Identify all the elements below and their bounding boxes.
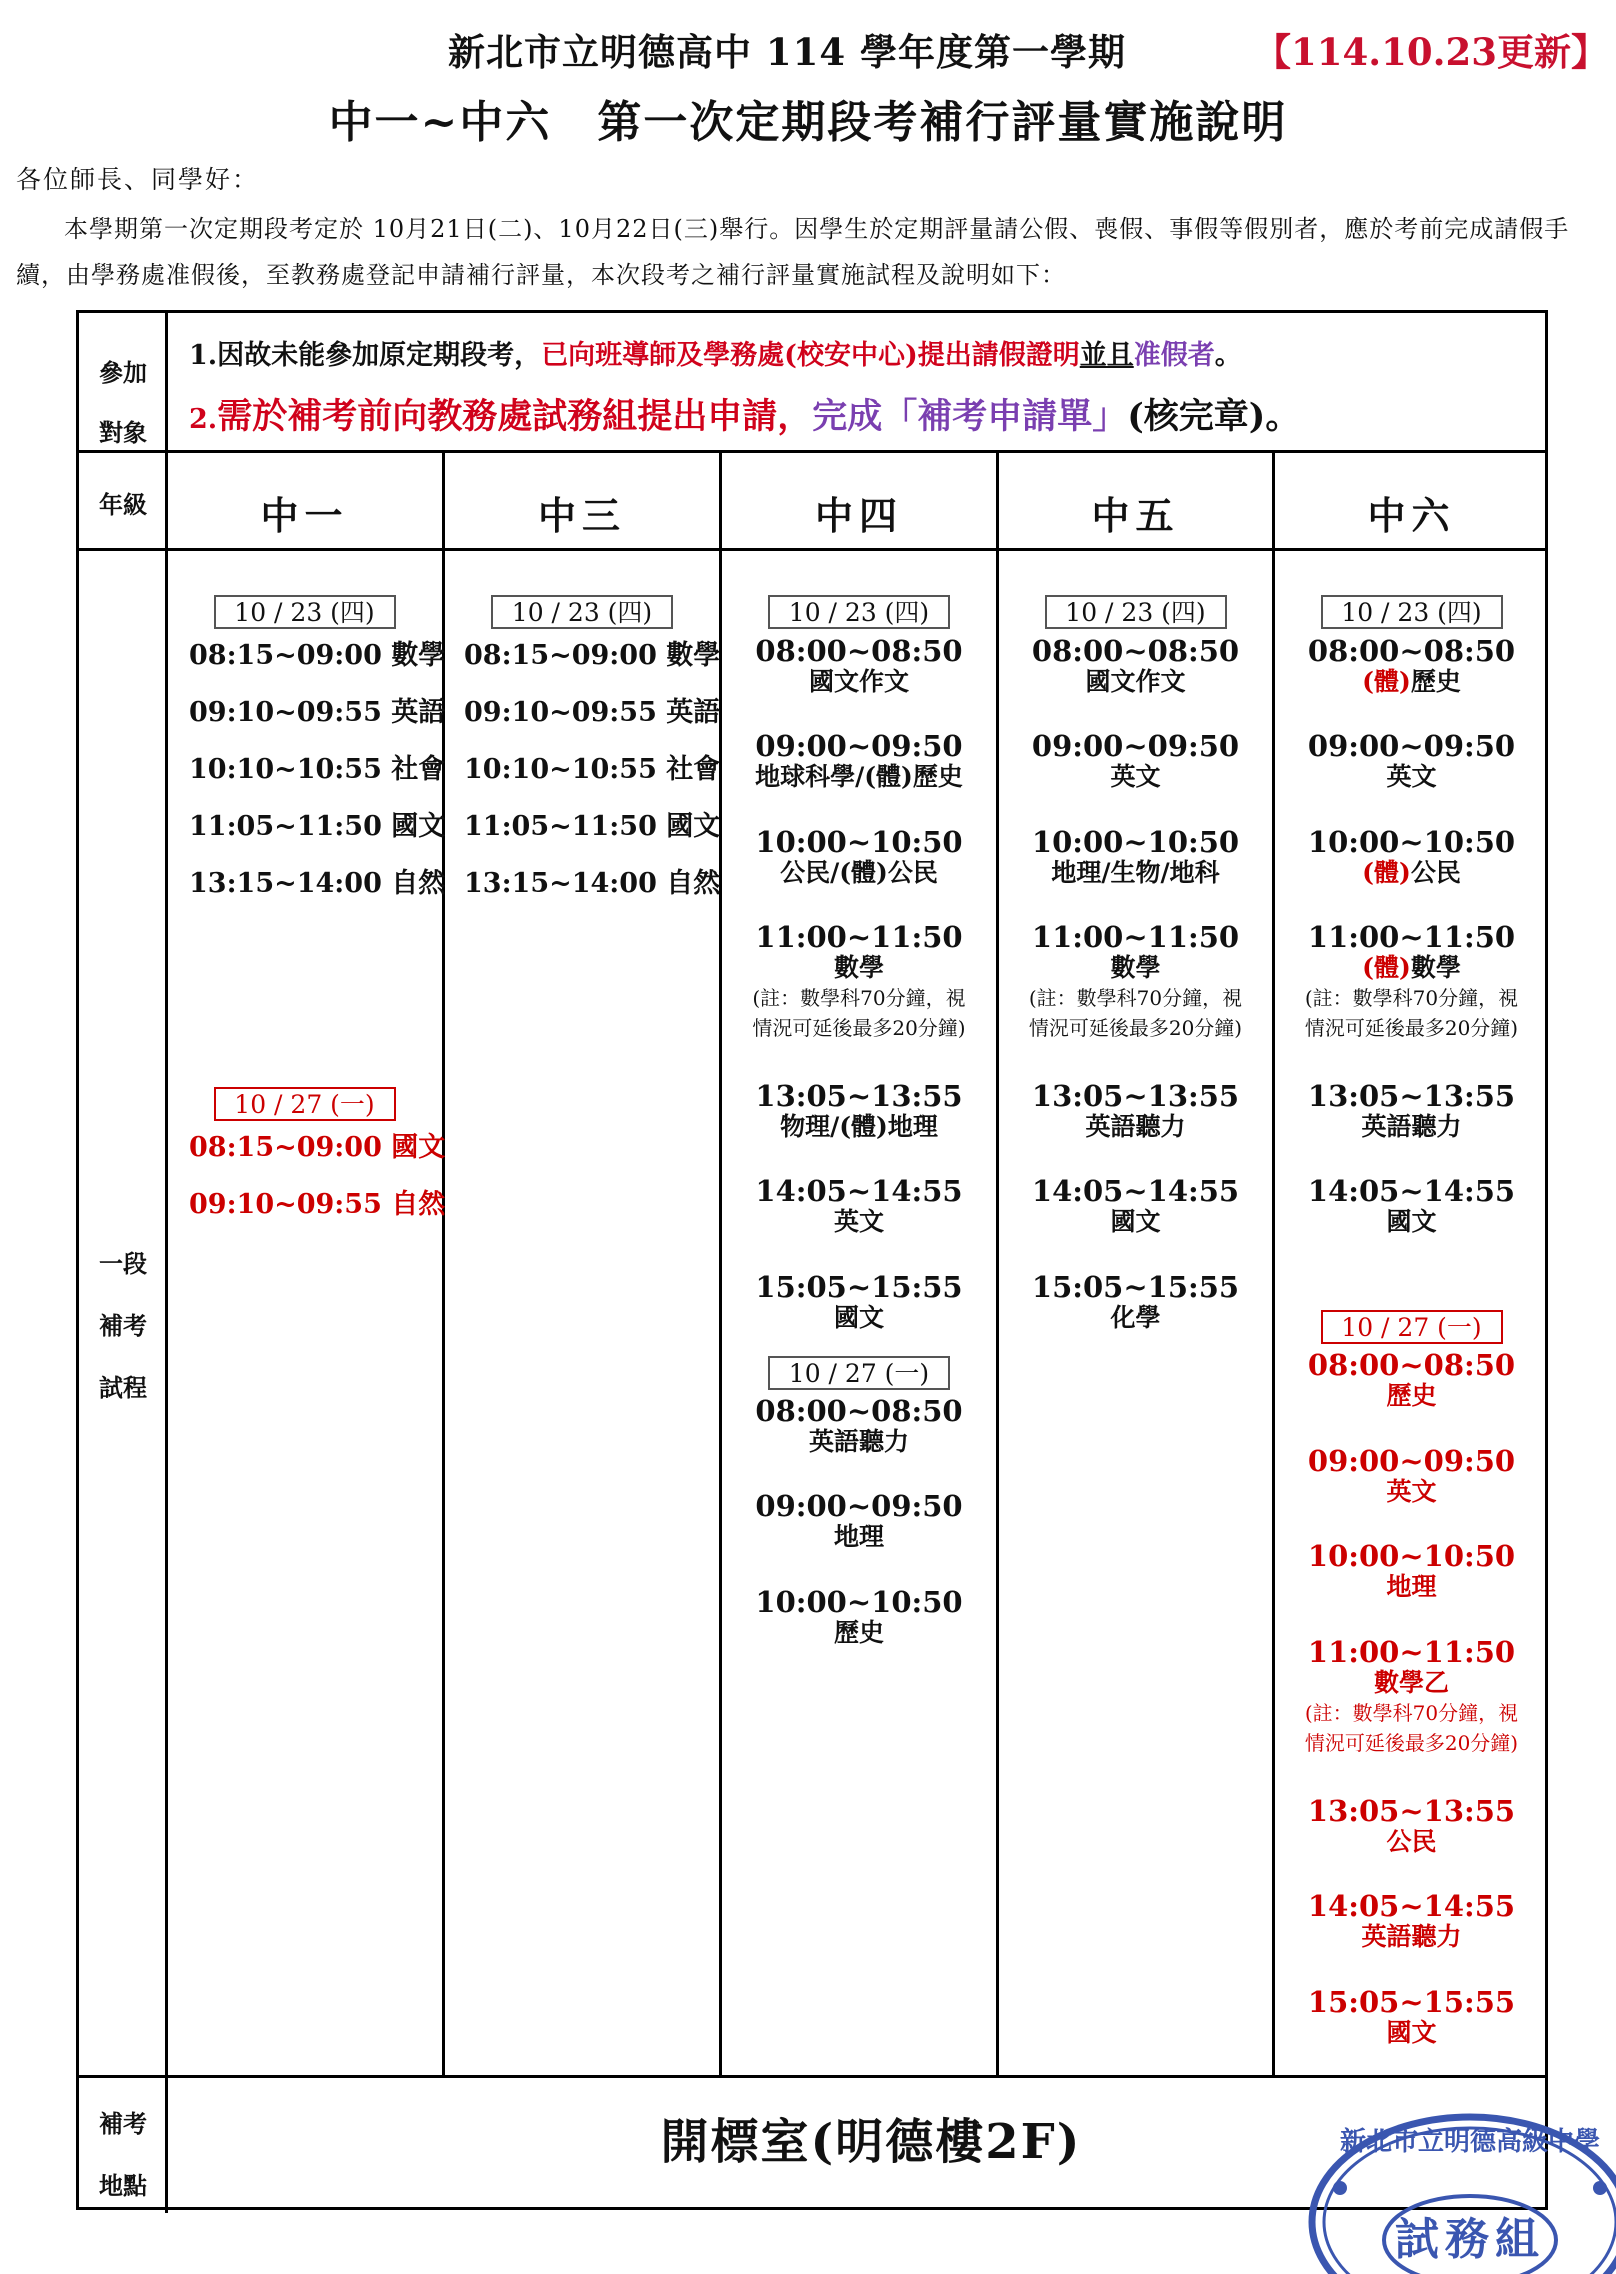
document-subtitle: 中一~中六 第一次定期段考補行評量實施說明	[328, 97, 1288, 148]
svg-text:試務組: 試務組	[1395, 2214, 1545, 2265]
schedule-item	[999, 826, 1272, 888]
math-note: (註：數學科70分鐘，視	[1304, 986, 1519, 1010]
svg-text:新北市立明德高級中學: 新北市立明德高級中學	[1339, 2127, 1601, 2157]
greeting: 各位師長、同學好：	[16, 165, 260, 194]
subject: 英文	[833, 1207, 884, 1236]
track-tag: (體)	[1362, 953, 1411, 982]
time: 09:00~09:50	[755, 1489, 963, 1523]
schedule-item	[189, 633, 445, 672]
subject: 地理	[1386, 1572, 1437, 1601]
req2-num: 2.	[189, 404, 218, 435]
subject: 地理	[833, 1522, 884, 1551]
schedule-item	[464, 804, 720, 843]
schedule-item	[464, 690, 720, 729]
schedule-item	[722, 1080, 996, 1142]
subject: 國文	[391, 1132, 446, 1163]
time: 10:10~10:55	[189, 754, 382, 785]
schedule-item	[464, 633, 720, 672]
time: 10:00~10:50	[1307, 1539, 1516, 1573]
time: 09:10~09:55	[189, 1189, 382, 1220]
subject: 公民/(體)公民	[780, 858, 938, 887]
subject: 國文作文	[808, 667, 909, 696]
schedule-item	[189, 804, 445, 843]
table-divider	[79, 450, 1545, 453]
subject: 英語聽力	[1361, 1112, 1462, 1141]
time: 15:05~15:55	[1307, 1985, 1516, 2019]
time: 10:10~10:55	[464, 754, 657, 785]
schedule-item	[189, 861, 445, 900]
math-note: (註：數學科70分鐘，視	[1304, 1701, 1519, 1725]
date-box: 10 / 23 (四)	[768, 595, 950, 629]
time: 11:05~11:50	[464, 811, 657, 842]
label-line: 地點	[99, 2171, 147, 2200]
grade3-schedule	[445, 583, 719, 2063]
schedule-item	[722, 635, 996, 697]
req1-prefix: 1.因故未能參加原定期段考，	[189, 340, 542, 371]
grade1-schedule	[167, 583, 446, 2063]
time: 10:00~10:50	[1031, 825, 1240, 859]
time: 11:00~11:50	[1307, 920, 1516, 954]
req2-suffix: (核完章)。	[1127, 396, 1301, 437]
time: 08:15~09:00	[189, 1132, 382, 1163]
schedule-item	[189, 690, 445, 729]
subject: 社會	[666, 754, 721, 785]
time: 09:00~09:50	[1307, 729, 1516, 763]
requirement-2	[189, 389, 1300, 439]
time: 08:15~09:00	[189, 640, 382, 671]
time: 11:00~11:50	[1031, 920, 1240, 954]
schedule-item	[999, 1271, 1272, 1333]
math-note: 情況可延後最多20分鐘)	[1028, 1016, 1243, 1040]
subject: 數學	[833, 953, 884, 982]
time: 08:00~08:50	[1307, 634, 1516, 668]
subject: 歷史	[1386, 1381, 1437, 1410]
schedule-item	[1275, 1540, 1548, 1602]
label-line: 補考	[99, 2109, 147, 2138]
label-line: 一段	[99, 1249, 147, 1278]
subject: 國文作文	[1085, 667, 1186, 696]
time: 14:05~14:55	[1307, 1174, 1516, 1208]
subject: 國文	[1386, 1207, 1437, 1236]
time: 13:15~14:00	[464, 868, 657, 899]
subject: 英文	[1386, 762, 1437, 791]
date-box: 10 / 27 (一)	[768, 1356, 950, 1390]
subject: 英語聽力	[808, 1427, 909, 1456]
schedule-item	[1275, 1080, 1548, 1142]
schedule-item	[722, 1175, 996, 1237]
subject: 國文	[391, 811, 446, 842]
subject: 歷史	[833, 1618, 884, 1647]
time: 09:10~09:55	[464, 697, 657, 728]
schedule-item	[722, 730, 996, 792]
req2-red: 需於補考前向教務處試務組提出申請，	[217, 396, 813, 437]
subject: 英語聽力	[1361, 1922, 1462, 1951]
schedule-item	[189, 1182, 445, 1221]
schedule-item	[1275, 730, 1548, 792]
subject: 地球科學/(體)歷史	[755, 762, 963, 791]
subject: 數學	[391, 640, 446, 671]
schedule-item	[722, 1395, 996, 1457]
subject: 公民	[1386, 1827, 1437, 1856]
time: 09:00~09:50	[1307, 1444, 1516, 1478]
date-box: 10 / 23 (四)	[491, 595, 673, 629]
schedule-item	[999, 921, 1272, 1043]
intro-paragraph: 本學期第一次定期段考定於 10月21日(二)、10月22日(三)舉行。因學生於定期評量請公假、喪假、事假等假別者，應於考前完成請假手續，由學務處准假後，至教務處登記申請補行評量，本次段考之補行評量實施試程及說明如下：	[16, 215, 1570, 289]
table-divider	[79, 548, 1545, 551]
subject: 國文	[666, 811, 721, 842]
time: 08:15~09:00	[464, 640, 657, 671]
subject: 化學	[1110, 1303, 1161, 1332]
schedule-item	[1275, 635, 1548, 697]
schedule-item	[189, 747, 445, 786]
subject: 英語	[666, 697, 721, 728]
requirement-1	[189, 333, 1242, 372]
subject: 公民	[1410, 858, 1461, 887]
label-line: 補考	[99, 1311, 147, 1340]
time: 13:05~13:55	[1307, 1794, 1516, 1828]
time: 09:00~09:50	[1031, 729, 1240, 763]
schedule-item	[999, 1080, 1272, 1142]
subject: 自然	[391, 868, 446, 899]
schedule-item	[1275, 1636, 1548, 1758]
exam-location: 開標室(明德樓2F)	[660, 2114, 1082, 2170]
seal-icon	[1300, 2104, 1616, 2274]
subject: 物理/(體)地理	[780, 1112, 938, 1141]
time: 08:00~08:50	[1031, 634, 1240, 668]
schedule-item	[999, 635, 1272, 697]
time: 13:05~13:55	[1031, 1079, 1240, 1113]
date-box: 10 / 27 (一)	[1321, 1310, 1503, 1344]
math-note: 情況可延後最多20分鐘)	[1304, 1731, 1519, 1755]
subject: 數學	[1410, 953, 1461, 982]
schedule-item	[999, 1175, 1272, 1237]
math-note: 情況可延後最多20分鐘)	[752, 1016, 966, 1040]
schedule-item	[1275, 1890, 1548, 1952]
time: 11:00~11:50	[755, 920, 963, 954]
time: 10:00~10:50	[755, 1585, 963, 1619]
subject: 自然	[391, 1189, 446, 1220]
subject: 自然	[666, 868, 721, 899]
track-tag: (體)	[1362, 667, 1411, 696]
time: 09:00~09:50	[755, 729, 963, 763]
req1-purple: 准假者	[1133, 340, 1215, 371]
grade-header: 中一	[260, 493, 349, 538]
subject: 數學	[1110, 953, 1161, 982]
time: 11:05~11:50	[189, 811, 382, 842]
date-box: 10 / 27 (一)	[214, 1087, 396, 1121]
track-tag: (體)	[1362, 858, 1411, 887]
table-divider	[79, 2075, 1545, 2078]
req1-red: 已向班導師及學務處(校安中心)提出請假證明	[541, 340, 1080, 371]
grade-header: 中五	[1091, 493, 1180, 538]
subject: 國文	[1110, 1207, 1161, 1236]
subject: 國文	[833, 1303, 884, 1332]
time: 08:00~08:50	[755, 1394, 963, 1428]
exam-schedule-table	[76, 310, 1548, 2210]
schedule-item	[1275, 1795, 1548, 1857]
req2-purple: 完成「補考申請單」	[812, 396, 1128, 437]
label-line: 參加	[99, 358, 147, 387]
grade6-schedule	[1275, 583, 1548, 2063]
subject: 地理/生物/地科	[1051, 858, 1220, 887]
time: 10:00~10:50	[755, 825, 963, 859]
time: 08:00~08:50	[755, 634, 963, 668]
schedule-item	[722, 921, 996, 1043]
subject: 歷史	[1410, 667, 1461, 696]
subject: 國文	[1386, 2018, 1437, 2047]
time: 10:00~10:50	[1307, 825, 1516, 859]
schedule-item	[722, 1586, 996, 1648]
subject: 英語	[391, 697, 446, 728]
time: 14:05~14:55	[755, 1174, 963, 1208]
time: 08:00~08:50	[1307, 1348, 1516, 1382]
grade-label: 年級	[99, 490, 147, 519]
label-line: 試程	[99, 1373, 147, 1402]
grade-header: 中六	[1367, 493, 1456, 538]
grade-header: 中三	[537, 493, 626, 538]
eligibility-label	[79, 343, 167, 463]
time: 11:00~11:50	[1307, 1635, 1516, 1669]
grade5-schedule	[999, 583, 1272, 2063]
schedule-item	[1275, 1445, 1548, 1507]
grade-header: 中四	[814, 493, 903, 538]
math-note: (註：數學科70分鐘，視	[752, 986, 966, 1010]
schedule-item	[189, 1125, 445, 1164]
time: 13:05~13:55	[1307, 1079, 1516, 1113]
time: 13:05~13:55	[755, 1079, 963, 1113]
time: 15:05~15:55	[755, 1270, 963, 1304]
place-label	[79, 2093, 167, 2217]
schedule-item	[722, 1490, 996, 1552]
date-box: 10 / 23 (四)	[214, 595, 396, 629]
schedule-item	[1275, 1175, 1548, 1237]
date-box: 10 / 23 (四)	[1045, 595, 1227, 629]
schedule-label	[79, 1233, 167, 1419]
subject: 社會	[391, 754, 446, 785]
office-seal	[1300, 2104, 1616, 2274]
grade4-schedule	[722, 583, 996, 2063]
schedule-item	[1275, 826, 1548, 888]
schedule-item	[722, 1271, 996, 1333]
time: 13:15~14:00	[189, 868, 382, 899]
header	[0, 22, 1616, 72]
update-tag: 【114.10.23更新】	[1254, 30, 1608, 74]
label-line: 對象	[99, 418, 147, 447]
schedule-item	[1275, 1986, 1548, 2048]
document-title: 新北市立明德高中 114 學年度第一學期	[448, 30, 1126, 74]
date-box: 10 / 23 (四)	[1321, 595, 1503, 629]
req1-underline: 並且	[1079, 340, 1134, 371]
subject: 英文	[1386, 1477, 1437, 1506]
math-note: 情況可延後最多20分鐘)	[1304, 1016, 1519, 1040]
time: 15:05~15:55	[1031, 1270, 1240, 1304]
schedule-item	[999, 730, 1272, 792]
schedule-item	[464, 861, 720, 900]
subject: 英文	[1110, 762, 1161, 791]
schedule-item	[1275, 1349, 1548, 1411]
math-note: (註：數學科70分鐘，視	[1028, 986, 1243, 1010]
req1-suffix: 。	[1214, 340, 1242, 371]
time: 14:05~14:55	[1031, 1174, 1240, 1208]
schedule-item	[722, 826, 996, 888]
time: 09:10~09:55	[189, 697, 382, 728]
subject: 數學	[666, 640, 721, 671]
schedule-item	[1275, 921, 1548, 1043]
subject: 數學乙	[1373, 1668, 1449, 1697]
time: 14:05~14:55	[1307, 1889, 1516, 1923]
subject: 英語聽力	[1085, 1112, 1186, 1141]
schedule-item	[464, 747, 720, 786]
